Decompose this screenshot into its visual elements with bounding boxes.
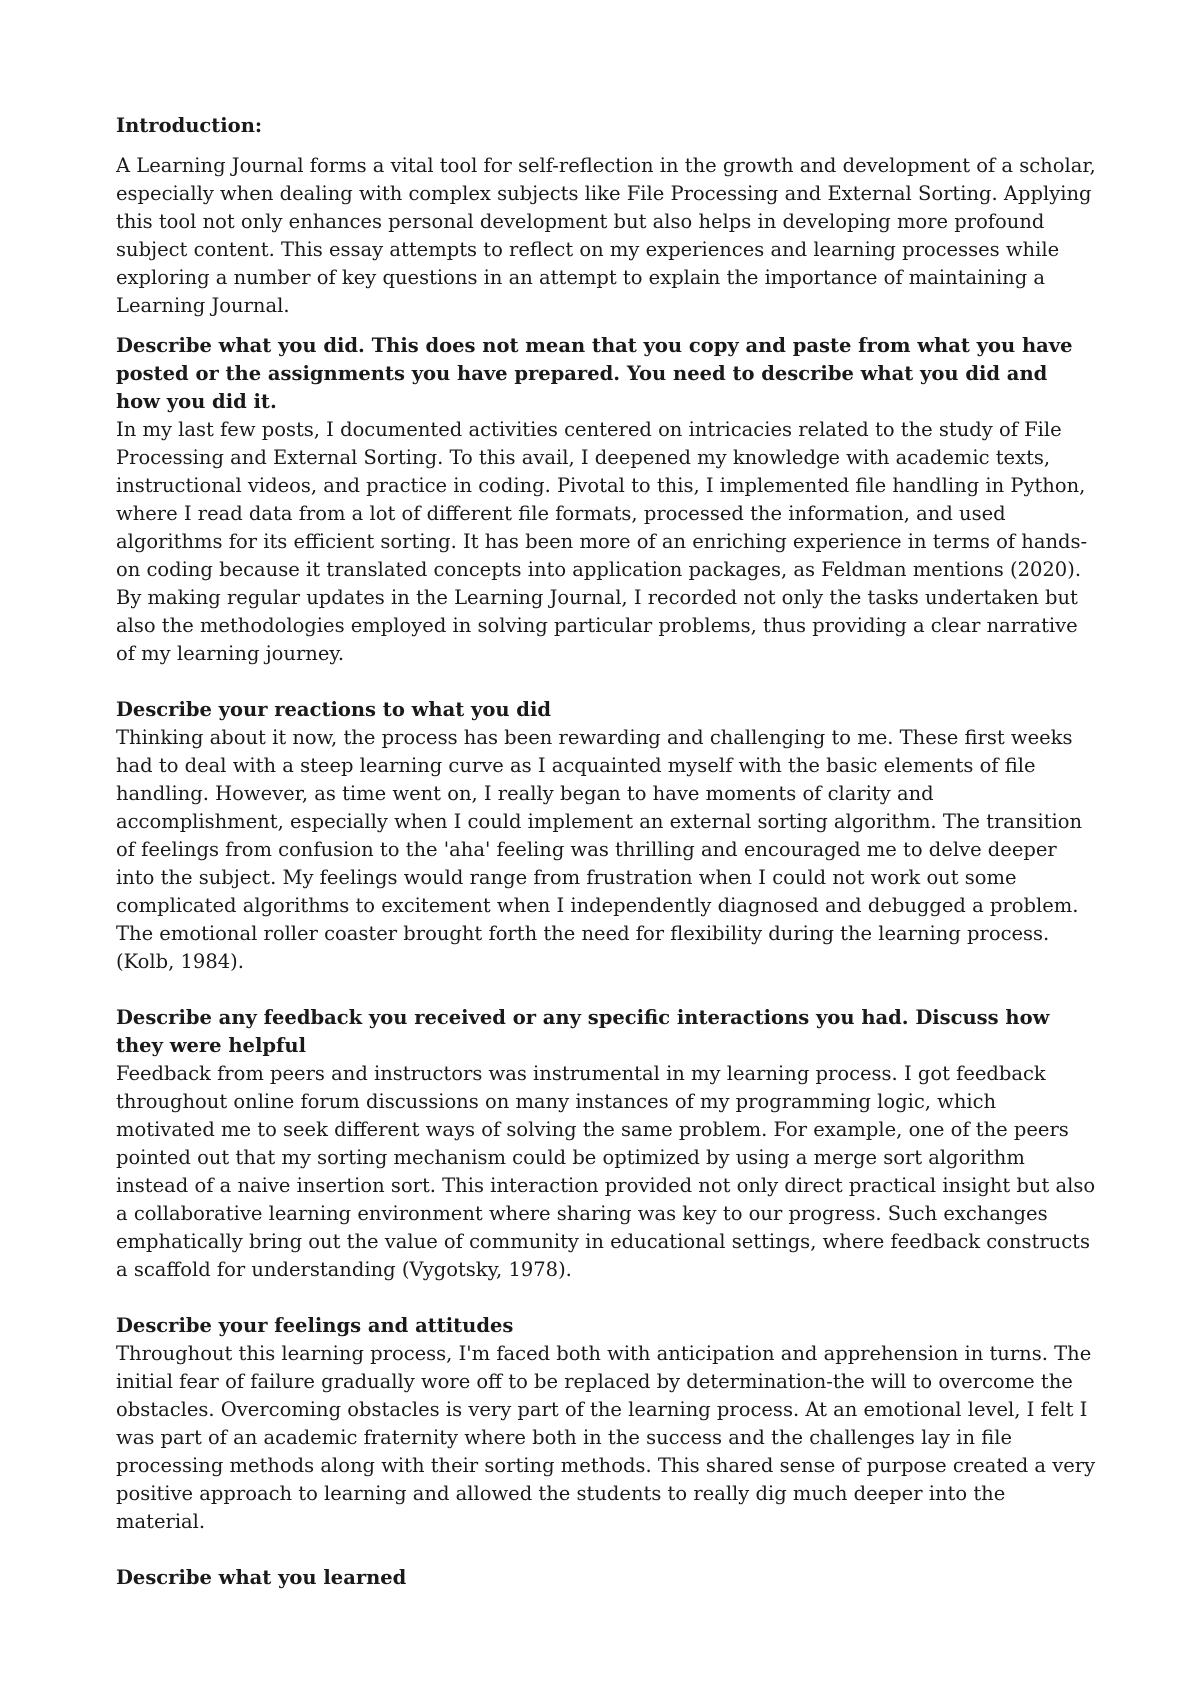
section-paragraph: Feedback from peers and instructors was instrumental in my learning process. I got feedback throughout online forum discussions on many instances of my programming logic, which motivated me to seek different ways of solving the same problem. For example, one of the peers pointed out that my sorting mechanism could be optimized by using a merge sort algorithm instead of a naive insertion sort. This interaction provided not only direct practical insight but also a collaborative learning environment where sharing was key to our progress. Such exchanges emphatically bring out the value of community in educational settings, where feedback constructs a scaffold for understanding (Vygotsky, 1978). (116, 1062, 1096, 1281)
section-reactions (116, 696, 1096, 976)
section-heading: Describe your feelings and attitudes (116, 1314, 514, 1337)
section-what-you-did (116, 332, 1096, 668)
intro-heading: Introduction: (116, 114, 263, 137)
section-paragraph: In my last few posts, I documented activities centered on intricacies related to the study of File Processing and External Sorting. To this avail, I deepened my knowledge with academic texts, instructional videos, and practice in coding. Pivotal to this, I implemented file handling in Python, where I read data from a lot of different file formats, processed the information, and used algorithms for its efficient sorting. It has been more of an enriching experience in terms of hands-on coding because it translated concepts into application packages, as Feldman mentions (2020). By making regular updates in the Learning Journal, I recorded not only the tasks undertaken but also the methodologies employed in solving particular problems, thus providing a clear narrative of my learning journey. (116, 418, 1088, 665)
intro-paragraph: A Learning Journal forms a vital tool for self-reflection in the growth and development of a scholar, especially when dealing with complex subjects like File Processing and External Sorting. Applying this tool not only enhances personal development but also helps in developing more profound subject content. This essay attempts to reflect on my experiences and learning processes while exploring a number of key questions in an attempt to explain the importance of maintaining a Learning Journal. (116, 154, 1096, 317)
section-feedback (116, 1004, 1096, 1284)
document-page (116, 112, 1096, 1620)
section-heading: Describe any feedback you received or any specific interactions you had. Discuss how they were helpful (116, 1006, 1050, 1057)
section-feelings (116, 1312, 1096, 1536)
section-paragraph: Throughout this learning process, I'm faced both with anticipation and apprehension in turns. The initial fear of failure gradually wore off to be replaced by determination-the will to overcome the obstacles. Overcoming obstacles is very part of the learning process. At an emotional level, I felt I was part of an academic fraternity where both in the success and the challenges lay in file processing methods along with their sorting methods. This shared sense of purpose created a very positive approach to learning and allowed the students to really dig much deeper into the material. (116, 1342, 1096, 1533)
section-heading: Describe your reactions to what you did (116, 698, 551, 721)
section-learned (116, 1564, 1096, 1592)
section-paragraph: Thinking about it now, the process has been rewarding and challenging to me. These first weeks had to deal with a steep learning curve as I acquainted myself with the basic elements of file handling. However, as time went on, I really began to have moments of clarity and accomplishment, especially when I could implement an external sorting algorithm. The transition of feelings from confusion to the 'aha' feeling was thrilling and encouraged me to delve deeper into the subject. My feelings would range from frustration when I could not work out some complicated algorithms to excitement when I independently diagnosed and debugged a problem. The emotional roller coaster brought forth the need for flexibility during the learning process. (Kolb, 1984). (116, 726, 1083, 973)
section-heading: Describe what you learned (116, 1566, 407, 1589)
section-heading: Describe what you did. This does not mean that you copy and paste from what you have posted or the assignments you have prepared. You need to describe what you did and how you did it. (116, 334, 1073, 413)
